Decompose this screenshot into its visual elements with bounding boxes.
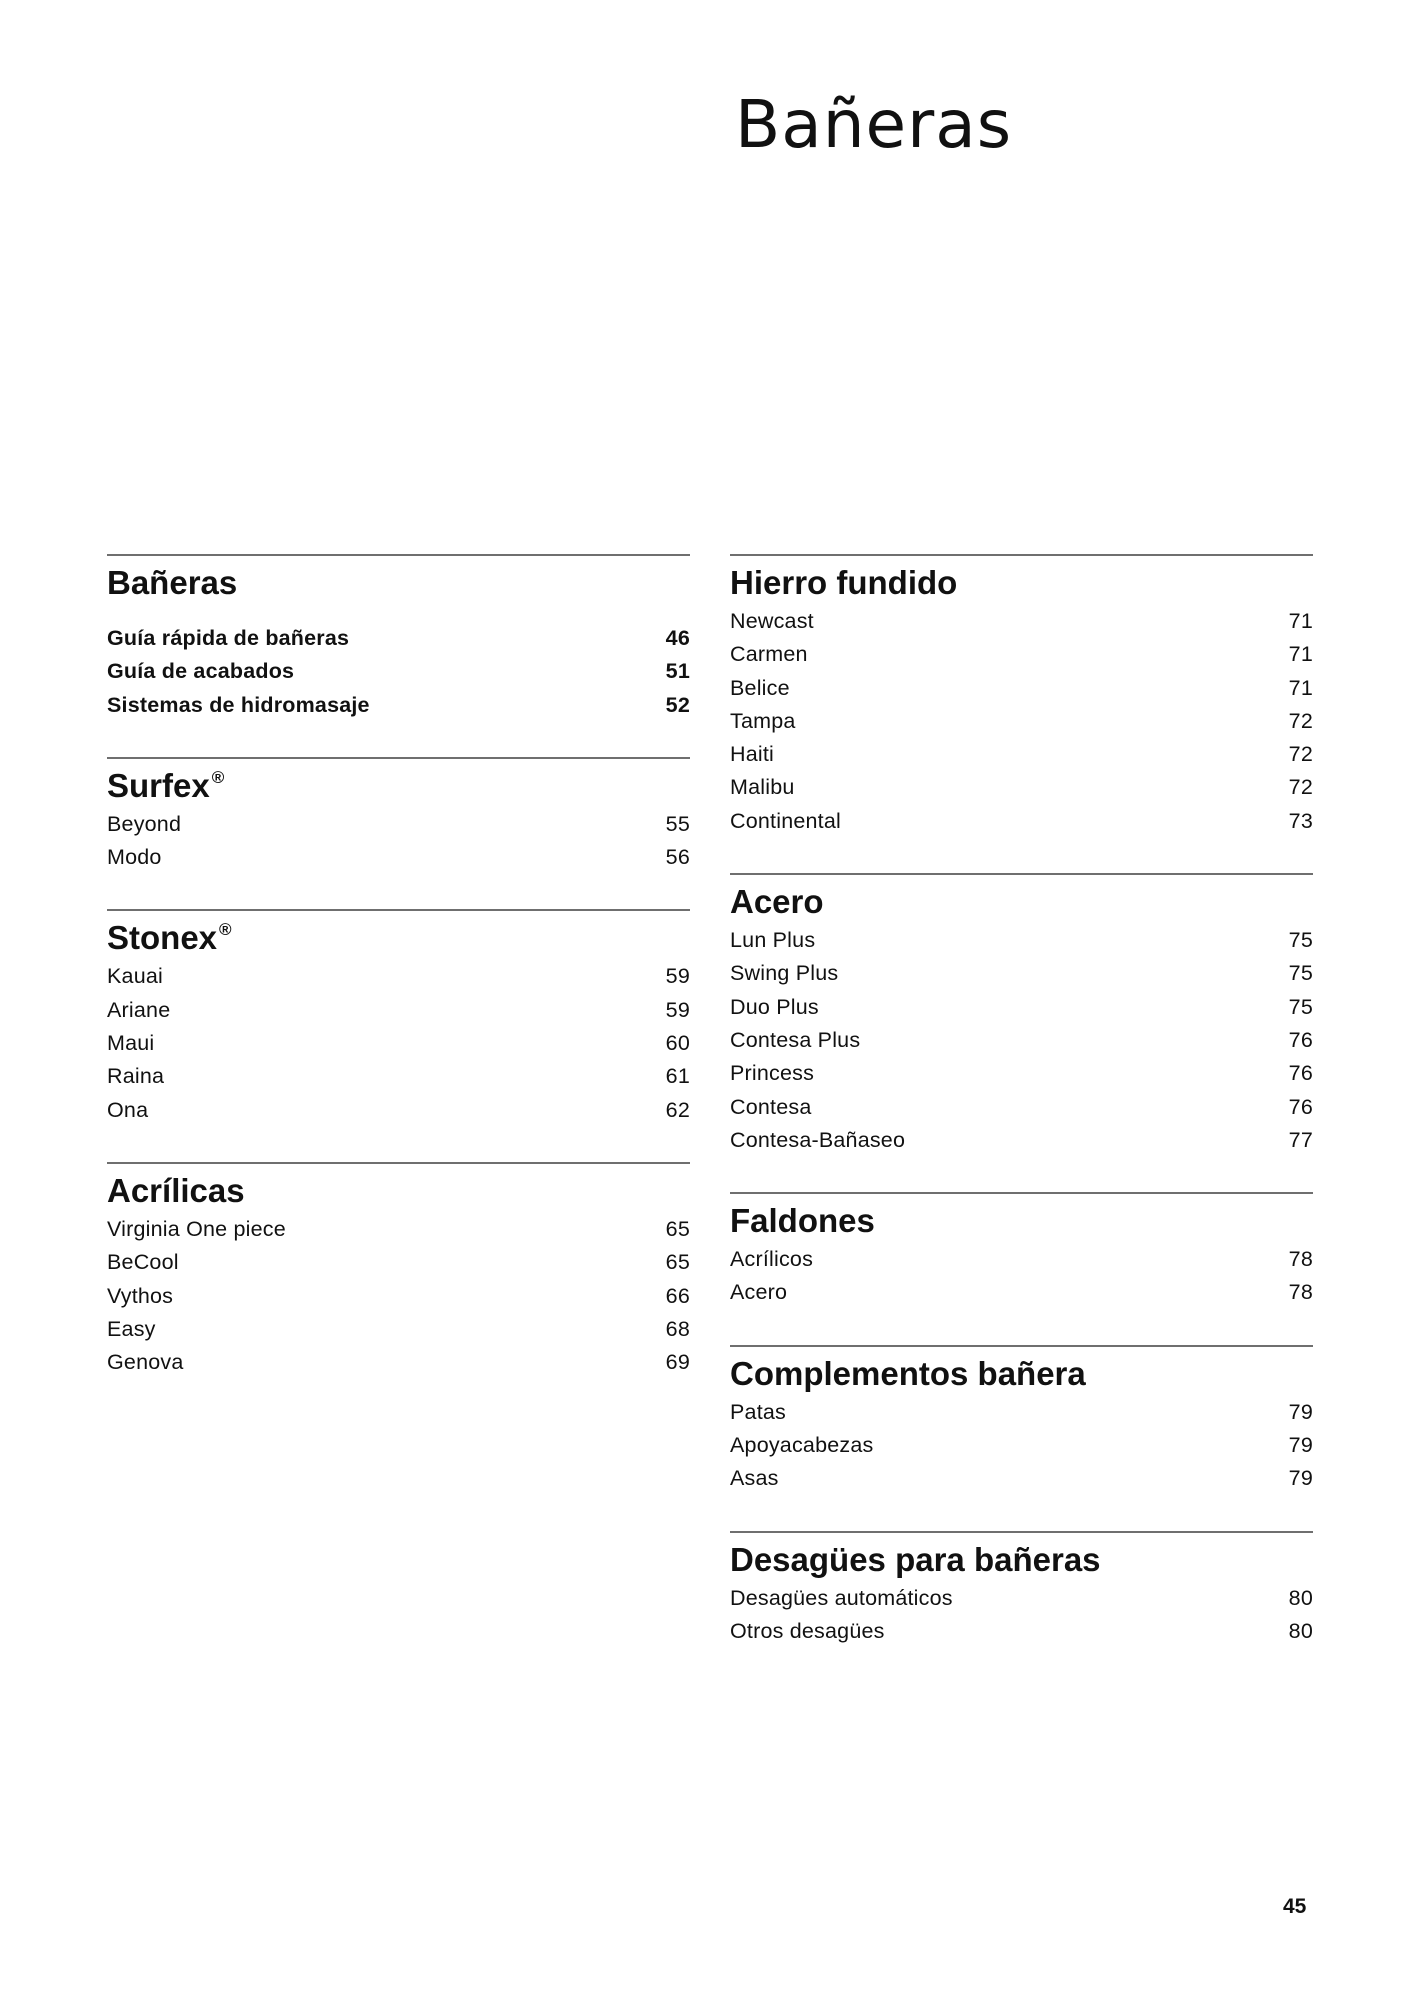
toc-entry-page: 69 <box>665 1350 690 1375</box>
toc-section-complementos-banera <box>730 1345 1313 1496</box>
toc-entry-page: 75 <box>1288 928 1313 953</box>
toc-entry-label: Virginia One piece <box>107 1216 286 1241</box>
toc-entry-label: Apoyacabezas <box>730 1433 874 1458</box>
toc-entry[interactable] <box>107 622 690 655</box>
toc-entry-page: 76 <box>1288 1094 1313 1119</box>
toc-entry-page: 72 <box>1288 742 1313 767</box>
toc-entry[interactable] <box>730 1276 1313 1309</box>
toc-entry-page: 68 <box>665 1316 690 1341</box>
toc-entry[interactable] <box>730 1582 1313 1615</box>
toc-entry[interactable] <box>730 1057 1313 1090</box>
toc-entry-label: Beyond <box>107 811 182 836</box>
section-title <box>107 766 690 804</box>
toc-entry[interactable] <box>730 1462 1313 1495</box>
toc-entry-page: 76 <box>1288 1027 1313 1052</box>
page-number: 45 <box>1283 1895 1307 1918</box>
toc-entry-page: 72 <box>1288 708 1313 733</box>
toc-entry-label: Modo <box>107 845 162 870</box>
toc-entry-label: Otros desagües <box>730 1618 885 1643</box>
section-title <box>730 1354 1313 1392</box>
toc-entry-label: Continental <box>730 808 841 833</box>
toc-entry[interactable] <box>107 1280 690 1313</box>
page-title: Bañeras <box>735 86 1013 163</box>
toc-entry[interactable] <box>730 1615 1313 1648</box>
toc-entry[interactable] <box>730 1091 1313 1124</box>
toc-entry-label: Acrílicos <box>730 1247 814 1272</box>
toc-entry[interactable] <box>107 1027 690 1060</box>
section-title-text: Acero <box>730 883 824 921</box>
toc-entry-label: Lun Plus <box>730 928 816 953</box>
toc-entry-page: 72 <box>1288 775 1313 800</box>
toc-entry[interactable] <box>107 1346 690 1379</box>
section-title <box>107 1171 690 1209</box>
toc-entry-page: 66 <box>665 1283 690 1308</box>
toc-entry-page: 51 <box>665 659 690 684</box>
toc-entry-label: Duo Plus <box>730 994 819 1019</box>
section-title-text: Complementos bañera <box>730 1354 1086 1392</box>
toc-entry-page: 79 <box>1288 1466 1313 1491</box>
toc-entry-page: 52 <box>665 692 690 717</box>
toc-entry-page: 75 <box>1288 961 1313 986</box>
toc-entry-page: 71 <box>1288 609 1313 633</box>
toc-section-faldones <box>730 1192 1313 1310</box>
toc-entry[interactable] <box>730 991 1313 1024</box>
toc-entry[interactable] <box>107 1060 690 1093</box>
toc-entry-page: 75 <box>1288 994 1313 1019</box>
toc-entry-label: Contesa <box>730 1094 812 1119</box>
toc-entry-label: Belice <box>730 675 790 700</box>
toc-entry-label: Malibu <box>730 775 795 800</box>
toc-entry[interactable] <box>730 957 1313 990</box>
toc-entry-label: Contesa-Bañaseo <box>730 1127 906 1152</box>
toc-entry-label: Newcast <box>730 609 814 633</box>
toc-entry-label: Genova <box>107 1350 184 1375</box>
toc-entry[interactable] <box>730 1243 1313 1276</box>
toc-entry-page: 71 <box>1288 642 1313 667</box>
toc-entry[interactable] <box>730 771 1313 804</box>
toc-entry-page: 71 <box>1288 675 1313 700</box>
toc-entry-page: 65 <box>665 1250 690 1275</box>
toc-entry[interactable] <box>730 638 1313 671</box>
toc-right-column <box>730 554 1313 1648</box>
toc-entry-page: 59 <box>665 997 690 1022</box>
toc-entry-label: Tampa <box>730 708 796 733</box>
registered-mark: ® <box>211 767 225 787</box>
toc-entry[interactable] <box>107 841 690 874</box>
toc-entry[interactable] <box>730 1429 1313 1462</box>
section-title <box>730 1540 1313 1578</box>
section-title-text: Faldones <box>730 1202 875 1240</box>
toc-entry-label: Princess <box>730 1061 815 1086</box>
toc-entry[interactable] <box>730 605 1313 638</box>
toc-entry-page: 60 <box>665 1031 690 1056</box>
toc-entry-page: 73 <box>1288 808 1313 833</box>
toc-entry-label: Contesa Plus <box>730 1027 861 1052</box>
toc-section-desagues-para-baneras <box>730 1531 1313 1649</box>
toc-entry-label: Raina <box>107 1064 165 1089</box>
toc-entry-page: 80 <box>1288 1618 1313 1643</box>
toc-entry[interactable] <box>107 808 690 841</box>
toc-entry-page: 59 <box>665 964 690 989</box>
toc-entry[interactable] <box>107 655 690 688</box>
toc-entry-page: 77 <box>1288 1127 1313 1152</box>
toc-entry[interactable] <box>730 672 1313 705</box>
toc-entry-page: 62 <box>665 1097 690 1122</box>
registered-mark: ® <box>219 920 232 940</box>
toc-entry-page: 78 <box>1288 1247 1313 1272</box>
toc-entry-page: 46 <box>665 626 690 650</box>
toc-entry-label: Acero <box>730 1280 788 1305</box>
toc-entry[interactable] <box>107 994 690 1027</box>
section-title <box>107 919 690 957</box>
toc-entry-page: 78 <box>1288 1280 1313 1305</box>
toc-entry-page: 61 <box>665 1064 690 1089</box>
toc-entry-label: BeCool <box>107 1250 179 1275</box>
toc-entry[interactable] <box>730 705 1313 738</box>
toc-section-hierro-fundido <box>730 554 1313 838</box>
toc-entry[interactable] <box>730 738 1313 771</box>
toc-entry-page: 79 <box>1288 1433 1313 1458</box>
section-title <box>730 883 1313 921</box>
toc-section-acrilicas <box>107 1162 690 1379</box>
toc-section-baneras <box>107 554 690 722</box>
toc-entry[interactable] <box>107 960 690 993</box>
toc-entry[interactable] <box>107 1094 690 1127</box>
section-title-text: Acrílicas <box>107 1171 245 1209</box>
section-title <box>730 1202 1313 1240</box>
section-title <box>730 566 1313 599</box>
toc-entry-page: 79 <box>1288 1399 1313 1424</box>
section-title-text: Surfex <box>107 766 210 804</box>
toc-entry-page: 76 <box>1288 1061 1313 1086</box>
toc-entry[interactable] <box>107 689 690 722</box>
toc-entry-label: Asas <box>730 1466 779 1491</box>
toc-entry-page: 65 <box>665 1216 690 1241</box>
toc-entry[interactable] <box>730 1024 1313 1057</box>
section-title-text: Bañeras <box>107 564 238 601</box>
toc-entry[interactable] <box>730 1124 1313 1157</box>
toc-left-column <box>107 554 690 1379</box>
toc-section-surfex <box>107 757 690 875</box>
section-title-text: Hierro fundido <box>730 564 958 601</box>
toc-entry-label: Easy <box>107 1316 156 1341</box>
toc-section-stonex <box>107 909 690 1126</box>
section-title <box>107 566 690 599</box>
toc-entry-label: Swing Plus <box>730 961 839 986</box>
section-title-text: Desagües para bañeras <box>730 1540 1101 1578</box>
section-title-text: Stonex <box>107 919 218 957</box>
toc-entry[interactable] <box>107 1246 690 1279</box>
toc-entry[interactable] <box>730 1396 1313 1429</box>
toc-entry-label: Desagües automáticos <box>730 1585 953 1610</box>
toc-entry-label: Vythos <box>107 1283 174 1308</box>
toc-entry-label: Patas <box>730 1399 786 1424</box>
toc-entry-label: Haiti <box>730 742 775 767</box>
toc-entry-label: Carmen <box>730 642 808 667</box>
toc-entry-label: Ariane <box>107 997 171 1022</box>
toc-entry-label: Kauai <box>107 964 163 989</box>
toc-entry-label: Guía rápida de bañeras <box>107 626 350 650</box>
toc-section-acero <box>730 873 1313 1157</box>
toc-entry-label: Maui <box>107 1031 155 1056</box>
toc-entry-page: 80 <box>1288 1585 1313 1610</box>
toc-entry[interactable] <box>107 1213 690 1246</box>
toc-entry[interactable] <box>730 924 1313 957</box>
toc-entry-label: Guía de acabados <box>107 659 295 684</box>
toc-entry-page: 55 <box>665 811 690 836</box>
toc-entry-page: 56 <box>665 845 690 870</box>
toc-entry[interactable] <box>107 1313 690 1346</box>
toc-entry-label: Ona <box>107 1097 149 1122</box>
toc-entry-label: Sistemas de hidromasaje <box>107 692 370 717</box>
toc-entry[interactable] <box>730 805 1313 838</box>
